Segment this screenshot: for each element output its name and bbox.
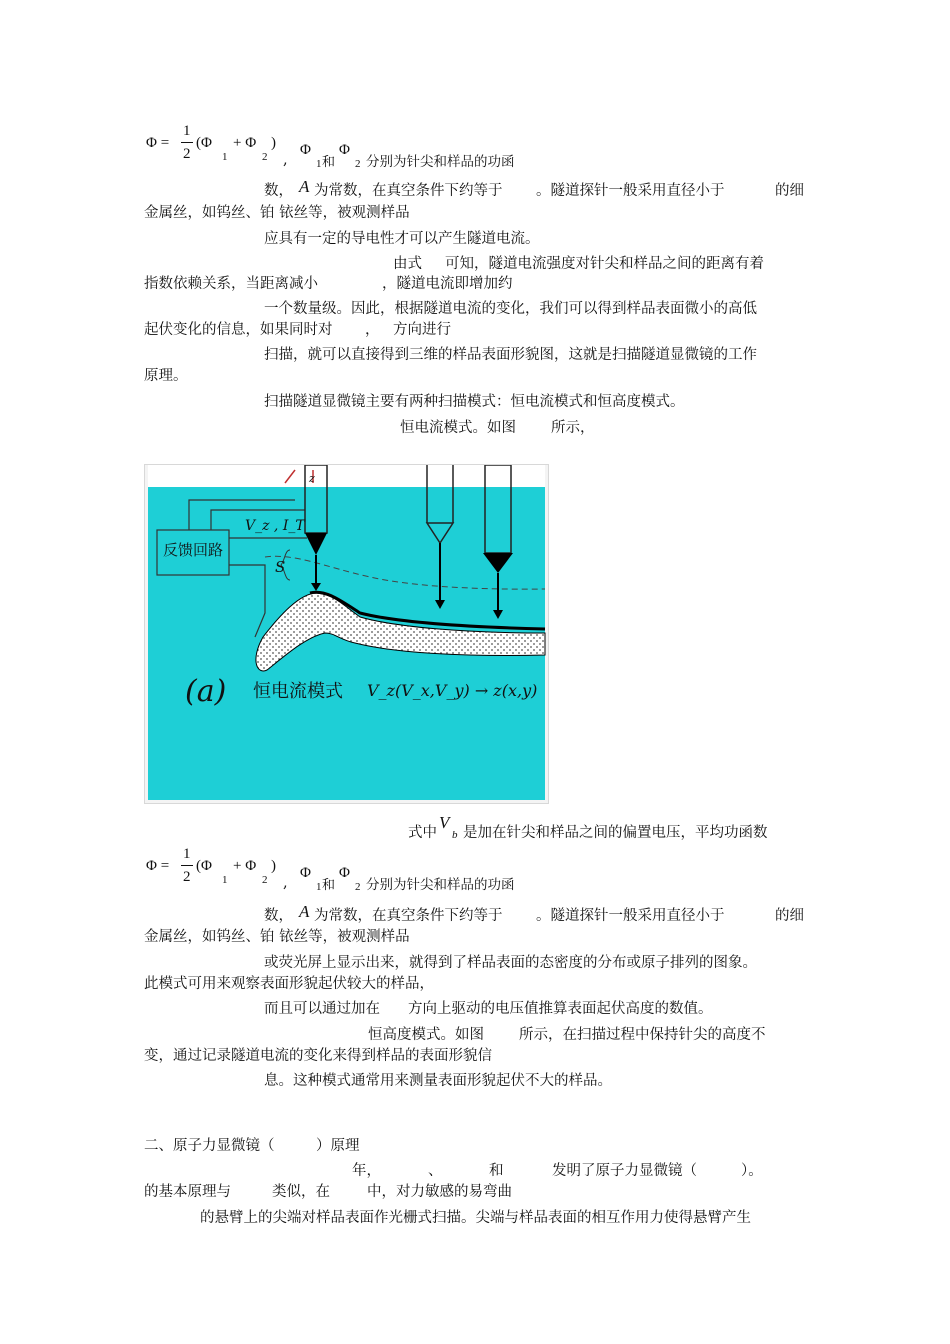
- b2-line6-b: 所示，在扫描过程中保持针尖的高度不: [519, 1027, 766, 1043]
- vz-it-label: V_z , I_T: [245, 518, 305, 534]
- formula2-comma: ,: [283, 875, 288, 891]
- formula2-sub1: 1: [222, 874, 228, 886]
- section2-title-b: ）原理: [316, 1138, 360, 1154]
- formula2-denominator: 2: [183, 869, 191, 885]
- phi2-sub: 2: [355, 158, 361, 170]
- p2-line8-b: 所示，: [551, 420, 595, 436]
- formula-numerator: 1: [183, 123, 191, 139]
- b1-line2: 金属丝，如钨丝、铂 铱丝等，被观测样品: [144, 205, 410, 221]
- p2-line3: 一个数量级。因此，根据隧道电流的变化，我们可以得到样品表面微小的高低: [264, 301, 757, 317]
- z-axis-label: z: [309, 472, 315, 485]
- formula2-lhs: Φ =: [146, 858, 170, 874]
- p2-line4-c: 方向进行: [393, 322, 451, 338]
- formula2-paren: (Φ: [196, 858, 212, 874]
- p2-line7: 扫描隧道显微镜主要有两种扫描模式：恒电流模式和恒高度模式。: [264, 394, 685, 410]
- s2-line1-a: 年，: [352, 1163, 381, 1179]
- phi1-symbol: Φ: [300, 142, 311, 158]
- vb-line-pre: 式中: [408, 825, 437, 841]
- p2-line5: 扫描，就可以直接得到三维的样品表面形貌图，这就是扫描隧道显微镜的工作: [264, 347, 757, 363]
- formula-sub2: 2: [262, 151, 268, 163]
- vb-line-post: 是加在针尖和样品之间的偏置电压，平均功函数: [463, 825, 768, 841]
- phi1-sub-2: 1: [316, 881, 322, 893]
- b2-line3: 或荧光屏上显示出来，就得到了样品表面的态密度的分布或原子排列的图象。: [264, 955, 757, 971]
- formula2-plus: + Φ: [233, 858, 257, 874]
- phi1-sub: 1: [316, 158, 322, 170]
- s2-line2-b: 类似，在: [272, 1184, 330, 1200]
- b1-line1-b: 为常数，在真空条件下约等于: [314, 183, 503, 199]
- and-text-2: 和: [322, 878, 336, 893]
- vb-sub: b: [452, 829, 458, 841]
- p2-line6: 原理。: [144, 368, 188, 384]
- p2-line1-a: 由式: [393, 256, 422, 272]
- s2-line1-d: 发明了原子力显微镜（: [552, 1163, 697, 1179]
- phi-description-2: 分别为针尖和样品的功函: [366, 877, 515, 893]
- b2-line7: 变，通过记录隧道电流的变化来得到样品的表面形貌信: [144, 1048, 492, 1064]
- phi2-symbol-2: Φ: [339, 865, 350, 881]
- section2-title-a: 二、原子力显微镜（: [144, 1138, 275, 1154]
- a-constant-symbol-2: A: [299, 902, 310, 921]
- formula-comma: ,: [283, 152, 288, 168]
- phi2-symbol: Φ: [339, 142, 350, 158]
- fraction2-bar: [181, 865, 193, 866]
- b2-line1-a: 数，: [264, 908, 293, 924]
- p2-line4-a: 起伏变化的信息，如果同时对: [144, 322, 333, 338]
- p2-line4-b: ，: [365, 322, 380, 338]
- b2-line1-b: 为常数，在真空条件下约等于: [314, 908, 503, 924]
- s2-line1-c: 和: [489, 1163, 504, 1179]
- a-constant-symbol: A: [299, 177, 310, 196]
- panel-label: (a): [185, 674, 227, 709]
- fraction-bar: [181, 142, 193, 143]
- b2-line1-d: 的细: [775, 908, 804, 924]
- feedback-loop-label: 反馈回路: [163, 541, 224, 559]
- phi2-sub-2: 2: [355, 881, 361, 893]
- formula2-numerator: 1: [183, 846, 191, 862]
- and-text: 和: [322, 155, 336, 170]
- phi1-symbol-2: Φ: [300, 865, 311, 881]
- formula2-close: ): [271, 858, 276, 874]
- formula-paren: (Φ: [196, 135, 212, 151]
- b2-line5-b: 方向上驱动的电压值推算表面起伏高度的数值。: [408, 1001, 713, 1017]
- formula-lhs: Φ =: [146, 135, 170, 151]
- b1-line3: 应具有一定的导电性才可以产生隧道电流。: [264, 231, 540, 247]
- mode-label: 恒电流模式: [253, 681, 343, 702]
- formula-sub1: 1: [222, 151, 228, 163]
- formula-close: ): [271, 135, 276, 151]
- formula-denominator: 2: [183, 146, 191, 162]
- stm-diagram: [145, 465, 548, 803]
- s2-line2-a: 的基本原理与: [144, 1184, 231, 1200]
- formula-plus: + Φ: [233, 135, 257, 151]
- b1-line1-c: 。隧道探针一般采用直径小于: [536, 183, 725, 199]
- b2-line6-a: 恒高度模式。如图: [368, 1027, 484, 1043]
- p2-line2-b: ，隧道电流即增加约: [382, 276, 513, 292]
- phi-description: 分别为针尖和样品的功函: [366, 154, 515, 170]
- p2-line8-a: 恒电流模式。如图: [400, 420, 516, 436]
- p2-line2-a: 指数依赖关系，当距离减小: [144, 276, 318, 292]
- vb-symbol: V: [439, 813, 450, 832]
- s2-line3: 的悬臂上的尖端对样品表面作光栅式扫描。尖端与样品表面的相互作用力使得悬臂产生: [200, 1210, 751, 1226]
- b2-line5-a: 而且可以通过加在: [264, 1001, 380, 1017]
- b2-line4: 此模式可用来观察表面形貌起伏较大的样品，: [144, 976, 434, 992]
- mode-formula: V_z(V_x,V_y) → z(x,y): [367, 681, 538, 700]
- stm-constant-current-figure: [144, 464, 549, 804]
- s2-line2-c: 中，对力敏感的易弯曲: [367, 1184, 512, 1200]
- s2-line1-e: ）。: [741, 1163, 763, 1179]
- formula2-sub2: 2: [262, 874, 268, 886]
- b1-line1-d: 的细: [775, 183, 804, 199]
- b2-line8: 息。这种模式通常用来测量表面形貌起伏不大的样品。: [264, 1073, 612, 1089]
- p2-line1-b: 可知，隧道电流强度对针尖和样品之间的距离有着: [445, 256, 764, 272]
- s-distance-label: S: [275, 558, 286, 576]
- b1-line1-a: 数，: [264, 183, 293, 199]
- b2-line2: 金属丝，如钨丝、铂 铱丝等，被观测样品: [144, 929, 410, 945]
- s2-line1-b: 、: [428, 1163, 443, 1179]
- b2-line1-c: 。隧道探针一般采用直径小于: [536, 908, 725, 924]
